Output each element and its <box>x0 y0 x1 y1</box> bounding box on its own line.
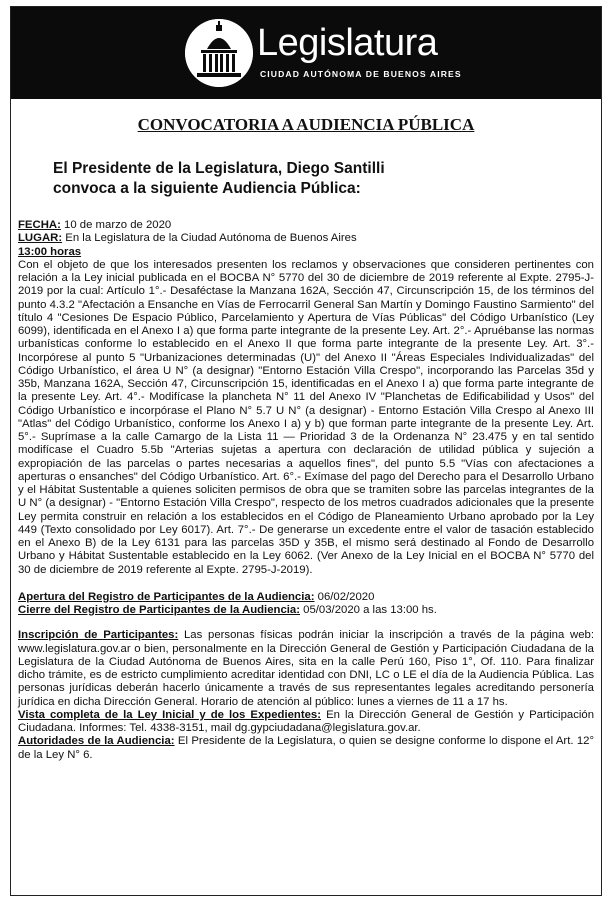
autoridades-label: Autoridades de la Audiencia: <box>18 735 175 748</box>
hora-value: 13:00 horas <box>18 245 82 258</box>
cierre-label: Cierre del Registro de Participantes de la Audiencia: <box>18 604 300 616</box>
brand-subtitle: CIUDAD AUTÓNOMA DE BUENOS AIRES <box>260 69 462 79</box>
vista-paragraph <box>18 709 594 736</box>
header-banner <box>11 7 601 99</box>
apertura-line <box>18 591 594 604</box>
lugar-value: En la Legislatura de la Ciudad Autónoma de Buenos Aires <box>65 232 357 245</box>
autoridades-paragraph <box>18 735 594 762</box>
apertura-value: 06/02/2020 <box>317 590 375 603</box>
intro-text <box>53 159 573 199</box>
lugar-label: LUGAR: <box>18 232 63 245</box>
inscripcion-paragraph <box>18 629 594 709</box>
autoridades-text: El Presidente de la Legislatura, o quien se designe conforme lo dispone el Art. 12° de la Ley N° 6. <box>18 735 595 761</box>
intro-line-1: El Presidente de la Legislatura, Diego Santilli <box>53 160 385 177</box>
hora-line <box>18 246 594 259</box>
inscripcion-label: Inscripción de Participantes: <box>18 629 179 642</box>
fecha-value: 10 de marzo de 2020 <box>64 219 172 231</box>
legislature-building-seal-icon <box>185 19 253 87</box>
notice-title: CONVOCATORIA A AUDIENCIA PÚBLICA <box>137 115 475 134</box>
fecha-label: FECHA: <box>18 219 61 231</box>
inscripcion-text: Las personas físicas podrán iniciar la inscripción a través de la página web: www.legislatura.gov.ar o bien, personalmente en la Dirección General de Gestión y Participación Ciudadana de la Legislatura de la Ciudad Autónoma de Buenos Aires, sita en la calle Perú 160, Piso 1°, Of. 110. Para finalizar dicho trámite, es de estricto cumplimiento acreditar identidad con DNI, LC o LE el día de la Audiencia Pública. Las personas jurídicas deberán hacerlo únicamente a través de sus representantes legales acreditando personería jurídica en dicha Dirección General. Horario de atención al público: lunes a viernes de 11 a 17 hs. <box>18 629 595 708</box>
brand-name: Legislatura <box>257 22 438 64</box>
fecha-line <box>18 219 594 232</box>
cierre-line <box>18 604 594 617</box>
notice-page <box>10 6 602 896</box>
objeto-paragraph: Con el objeto de que los interesados presenten los reclamos y observaciones que consideren pertinentes con relación a la Ley inicial publicada en el BOCBA N° 5770 del 30 de diciembre de 2019 referente al Expte. 2795-J-2019 por la cual: Artículo 1°.- Desaféctase la Manzana 162A, Sección 47, Circunscripción 15, de los términos del punto 4.3.2 "Afectación a Ensanche en Vías de Ferrocarril General San Martín y Domingo Faustino Sarmiento" del título 4 "Cesiones De Espacio Público, Parcelamiento y Apertura de Vías Públicas" del Código Urbanístico (Ley 6099), identificada en el Anexo I a) que forma parte integrante de la presente Ley. Art. 2°.- Apruébanse las normas urbanísticas conforme lo establecido en el Anexo II que forma parte integrante de la presente Ley. Art. 3°.- Incorpórese al punto 5 "Urbanizaciones determinadas (U)" del Anexo II "Áreas Especiales Individualizadas" del Código Urbanístico, el área U N° (a designar) "Entorno Estación Villa Crespo", incorporando las Parcelas 35d y 35b, Manzana 162A, Sección 47, Circunscripción 15, identificadas en el Anexo I a) que forma parte integrante de la presente Ley. Art. 4°.- Modifícase la plancheta N° 11 del Anexo IV "Planchetas de Edificabilidad y Usos" del Código Urbanístico e incorpórase el Plano N° 5.7 U N° (a designar) - Entorno Estación Villa Crespo al Anexo III "Atlas" del Código Urbanístico, conforme los Anexo I a) y b) que forman parte integrante de la presente Ley. Art. 5°.- Suprímase a la calle Camargo de la Lista 11 — Prioridad 3 de la Ordenanza N° 23.475 y en tal sentido modifícase el Cuadro 5.5b "Arterias sujetas a apertura con declaración de utilidad pública y sujeción a expropiación de las parcelas o partes necesarias a aquellos fines", del punto 5.5 "Vías con afectaciones a aperturas o ensanches" del Código Urbanístico. Art. 6°.- Exímase del pago del Derecho para el Desarrollo Urbano y el Hábitat Sustentable a quienes soliciten permisos de obra que se tramiten sobre las parcelas integrantes de la U N° (a designar) - "Entorno Estación Villa Crespo", respecto de los metros cuadrados adicionales que la presente Ley permita construir en relación a los establecidos en el Código de Planeamiento Urbano aprobado por la Ley 449 (Texto consolidado por Ley 6017). Art. 7°.- De generarse un excedente entre el valor de tasación establecido en el Anexo B) de la Ley 6131 para las parcelas 35D y 35B, el mismo será destinado al Fondo de Desarrollo Urbano y Hábitat Sustentable establecido en la Ley 6062. (Ver Anexo de la Ley Inicial en el BOCBA N° 5770 del 30 de diciembre de 2019 referente al Expte. 2795-J-2019). <box>18 258 594 576</box>
apertura-label: Apertura del Registro de Participantes de la Audiencia: <box>18 590 315 603</box>
cierre-value: 05/03/2020 a las 13:00 hs. <box>303 604 437 616</box>
vista-text: En la Dirección General de Gestión y Participación Ciudadana. Informes: Tel. 4338-3151, mail dg.gypciudadana@legislatura.gov.ar. <box>18 708 595 734</box>
notice-body <box>18 219 594 762</box>
intro-line-2: convoca a la siguiente Audiencia Pública: <box>53 180 361 197</box>
vista-label: Vista completa de la Ley Inicial y de los Expedientes: <box>18 708 322 721</box>
lugar-line <box>18 232 594 245</box>
